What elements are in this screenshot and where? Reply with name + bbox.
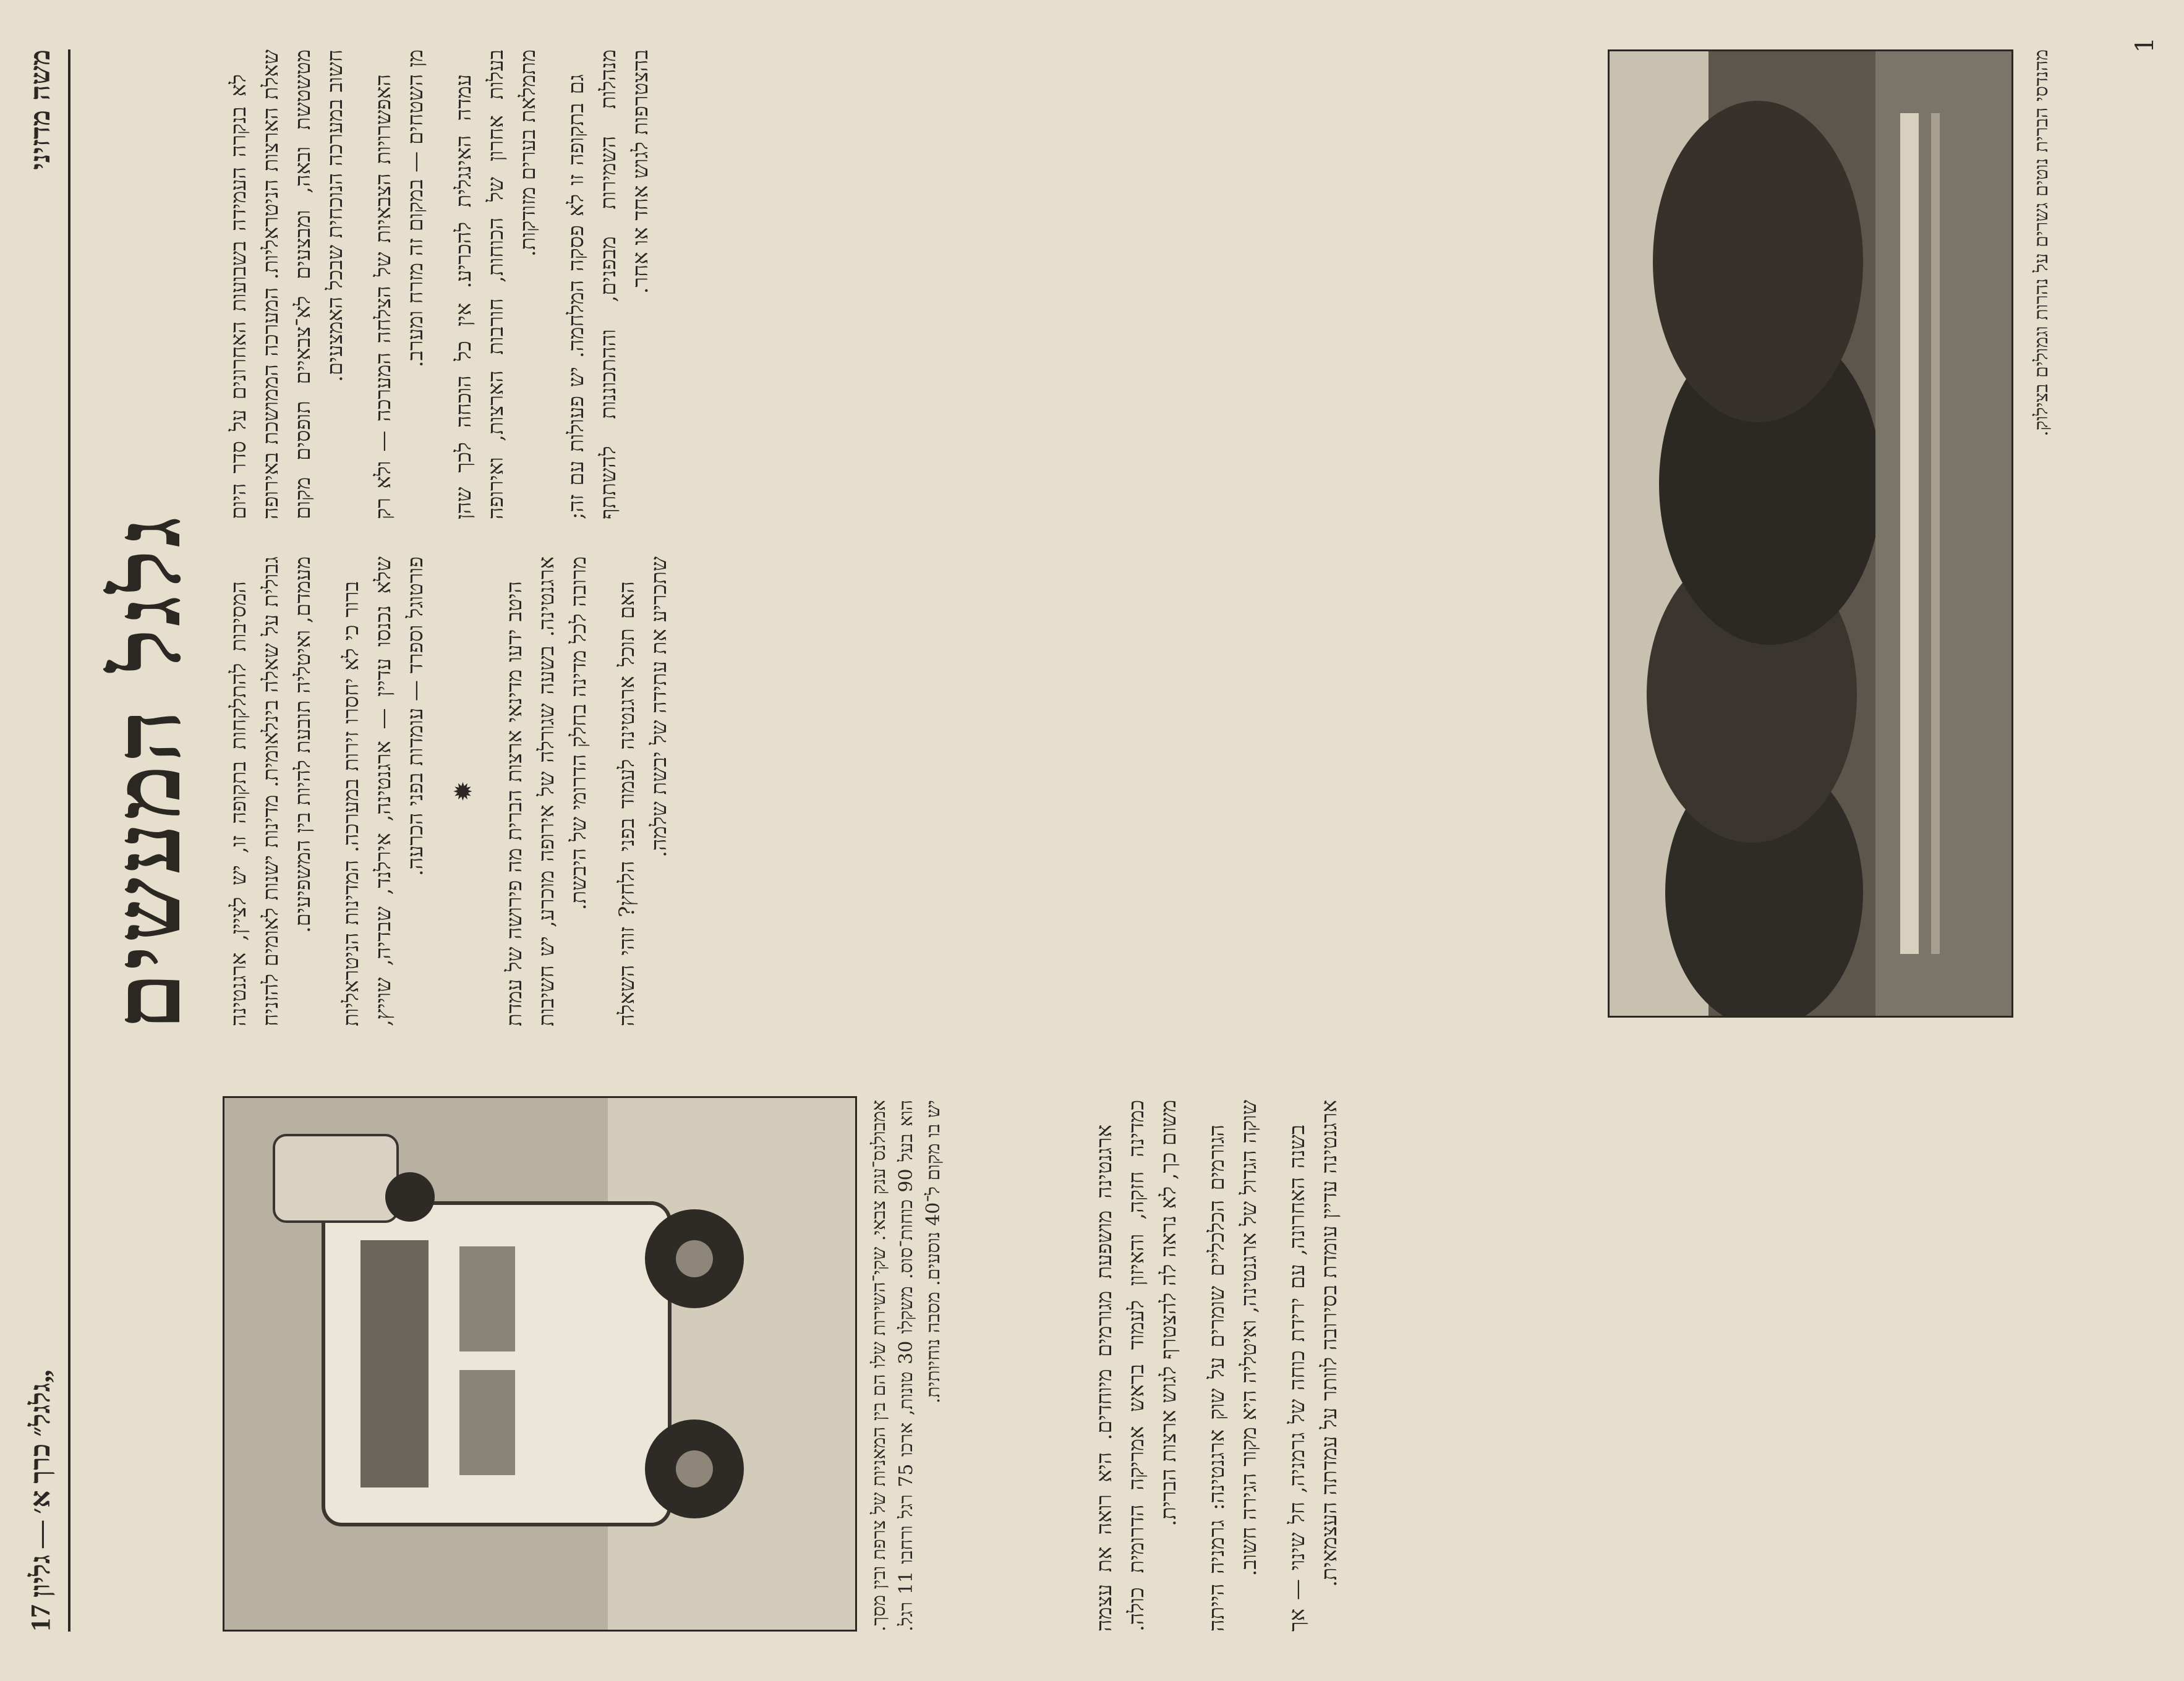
paragraph: עמדה האינגלית להכריע. אין כל הוכחה לכך שהן בעלות אחרון של הכוחות, חורבות הארצות, ואירופה מתמלאת בערים מזודקות. [451,49,540,519]
running-head [19,49,62,1632]
paragraph: האפשרויות הצבאיות של הצלחה המערכה — ולא רק מן השטחים — במקום זה מזרח ומערב. [371,49,428,519]
truck-photo [223,1096,857,1632]
text-column-middle [223,556,1583,1026]
paragraph: לא בנקרה העמידה בשבועות האחרונים על סדר היום שאלת הארצות הניטראליות. המערכה הממושכת באירופה מטשטשת ובאה, ומבצעים לא־צבאיים תופסים מקום חשוב במערכה הנוכחית שבכל האמצעים. [226,49,348,519]
top-rule [68,49,70,1632]
paragraph: ארגנטינה מושפעת מגורמים מיוחדים. היא רואה את עצמה כמדינה חזקה, והאיזון לעמוד בראש אמריקה הדרומית כולה. משום כך, לא נראה לה להצטרף לגוש ארצות הברית. [1092,1100,1181,1632]
page-number: 1 [2131,37,2159,53]
bridge-photo [1608,49,2013,1018]
paragraph: היטב ידעו מדינאי ארצות הברית מה פירושה של עמדת ארגנטינה. בשעה שגורלה של אירופה מוכרע, יש חשיבות מרובה לכל מדינה בחלק הדרומי של היבשת. [502,556,591,1026]
paragraph: גם בתקופה זו לא פסקה המלחמה. יש פעולות עם זה; מנהלות השמירות מבפנים, וההתכוננות להשתתף בהצטרפות לגוש אחד או אחר. [564,49,653,519]
section-separator: ✹ [450,781,478,802]
text-column-left [1088,1100,2016,1632]
bridge-caption: מהנדסי הברית נוטים גשרים על נהרות וגמולים בצילוק. [2031,49,2052,436]
paragraph: האם תוכל ארגנטינה לעמוד בפני הלחץ? זוהי השאלה שתכריע את עתידה של יבשת שלמה. [615,556,672,1026]
truck-caption: אמבולנס־ענק צבאי. שקי־השירות שלו הם בין המאניות של צרפת ובין מסך. הוא בעל 90 כוחות־סוס. משקלו 30 טונות, ארכו 75 רגל ורחבו 11 רגל. יש בו מקום ל־40 נוסעים. מסבה נוחיותית. [868,1100,944,1632]
paragraph: בשנה האחרונה, עם ירידת כוחה של גרמניה, חל שינוי — אך ארגנטינה עדיין עומדת בסירובה לוותר על עמדתה העצמאית. [1285,1100,1342,1632]
paragraph: הגורמים הכלכליים שומרים על שוק ארגנטינה: גרמניה הייתה שוקה הגדול של ארגנטינה, ואיטליה היא מקור הגירה חשוב. [1205,1100,1261,1632]
paragraph: ברור כי לא יחסרו זירות במערכה. המדינות הניטראליות שלא נכנסו עדיין — ארגנטינה, אירלנד, שבדיה, שוייץ, פורטוגל וספרד — עומדות בפני הכרעה. [339,556,428,1026]
author-name: משה מדזיני [24,49,56,170]
issue-label: „גלגל״ כרך א׳ — גליון 17 [25,1369,56,1632]
paragraph: המסיבות להתלקחות בתקופה זו, יש לציין, ארגנטינה גבולית על שאלה בינלאומית. מדינות ישנות לאומים להזניח מעמדם, ואיטליה תובעת להיות בין המשפיעים. [226,556,315,1026]
article-title: גלגל המעשים [93,514,202,1031]
